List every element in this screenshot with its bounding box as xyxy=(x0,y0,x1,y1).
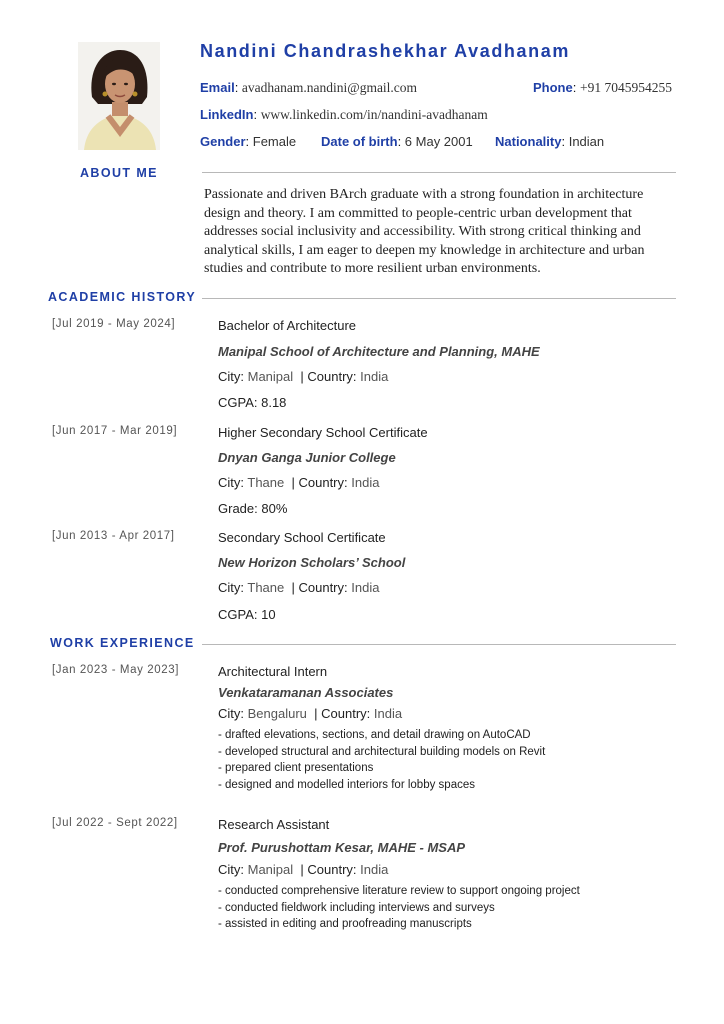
work-location: City: Bengaluru | Country: India xyxy=(218,706,403,721)
email-label: Email xyxy=(200,80,235,95)
email-value[interactable]: avadhanam.nandini@gmail.com xyxy=(241,80,418,95)
about-rule xyxy=(202,172,676,173)
phone-line: Phone: +91 7045954255 xyxy=(533,80,672,95)
city-label: City: xyxy=(218,369,244,384)
academic-location: City: Thane | Country: India xyxy=(218,475,380,490)
work-bullet: - developed structural and architectural building models on Revit xyxy=(218,745,546,758)
country-value: India xyxy=(351,580,380,595)
work-heading: WORK EXPERIENCE xyxy=(50,636,195,650)
work-role: Research Assistant xyxy=(218,817,330,832)
academic-date: [Jul 2019 - May 2024] xyxy=(52,318,176,330)
work-date: [Jan 2023 - May 2023] xyxy=(52,664,180,676)
dob-line: Date of birth: 6 May 2001 xyxy=(321,134,473,149)
about-heading: ABOUT ME xyxy=(80,166,158,180)
email-line: Email: avadhanam.nandini@gmail.com xyxy=(200,80,418,95)
country-value: India xyxy=(351,475,380,490)
academic-institution: Manipal School of Architecture and Planning, MAHE xyxy=(218,344,540,359)
academic-heading: ACADEMIC HISTORY xyxy=(48,290,197,304)
work-bullet: - designed and modelled interiors for lobby spaces xyxy=(218,778,475,791)
gender-label: Gender xyxy=(200,134,246,149)
nationality-label: Nationality xyxy=(495,134,562,149)
dob-value: 6 May 2001 xyxy=(404,134,473,149)
city-value: Thane xyxy=(247,580,285,595)
academic-degree: Higher Secondary School Certificate xyxy=(218,425,428,440)
work-rule xyxy=(202,644,676,645)
academic-degree: Secondary School Certificate xyxy=(218,530,386,545)
country-value: India xyxy=(360,369,389,384)
country-label: Country: xyxy=(298,475,348,490)
academic-location: City: Manipal | Country: India xyxy=(218,369,389,384)
gender-value: Female xyxy=(252,134,297,149)
phone-label: Phone xyxy=(533,80,573,95)
city-label: City: xyxy=(218,475,244,490)
profile-photo-image xyxy=(78,42,160,150)
academic-location: City: Thane | Country: India xyxy=(218,580,380,595)
academic-rule xyxy=(202,298,676,299)
academic-grade: CGPA: 10 xyxy=(218,607,276,622)
country-label: Country: xyxy=(307,862,357,877)
work-company: Venkataramanan Associates xyxy=(218,685,394,700)
city-value: Thane xyxy=(247,475,285,490)
nationality-value: Indian xyxy=(568,134,605,149)
linkedin-line: LinkedIn: www.linkedin.com/in/nandini-avadhanam xyxy=(200,107,488,122)
city-value: Manipal xyxy=(247,369,294,384)
country-label: Country: xyxy=(321,706,371,721)
city-label: City: xyxy=(218,706,244,721)
linkedin-value[interactable]: www.linkedin.com/in/nandini-avadhanam xyxy=(260,107,488,122)
work-bullet: - drafted elevations, sections, and detail drawing on AutoCAD xyxy=(218,729,531,741)
nationality-line: Nationality: Indian xyxy=(495,134,605,149)
country-label: Country: xyxy=(298,580,348,595)
academic-degree: Bachelor of Architecture xyxy=(218,318,357,333)
phone-value[interactable]: +91 7045954255 xyxy=(579,80,672,95)
work-date: [Jul 2022 - Sept 2022] xyxy=(52,817,178,829)
academic-grade: Grade: 80% xyxy=(218,501,288,516)
country-value: India xyxy=(360,862,389,877)
work-role: Architectural Intern xyxy=(218,664,328,679)
profile-photo xyxy=(78,42,160,150)
work-bullet: - conducted comprehensive literature review to support ongoing project xyxy=(218,885,580,897)
academic-institution: New Horizon Scholars’ School xyxy=(218,555,406,570)
academic-institution: Dnyan Ganga Junior College xyxy=(218,450,396,465)
city-value: Bengaluru xyxy=(247,706,307,721)
work-bullet: - prepared client presentations xyxy=(218,762,374,774)
work-company: Prof. Purushottam Kesar, MAHE - MSAP xyxy=(218,840,466,855)
work-bullet: - assisted in editing and proofreading manuscripts xyxy=(218,918,472,930)
dob-label: Date of birth xyxy=(321,134,398,149)
candidate-name: Nandini Chandrashekhar Avadhanam xyxy=(200,41,570,61)
city-label: City: xyxy=(218,580,244,595)
academic-grade: CGPA: 8.18 xyxy=(218,395,287,410)
academic-date: [Jun 2017 - Mar 2019] xyxy=(52,425,178,437)
linkedin-label: LinkedIn xyxy=(200,107,254,122)
country-label: Country: xyxy=(307,369,357,384)
about-text: Passionate and driven BArch graduate with a strong foundation in architecture design and theory. I am committed to people-centric urban development that addresses social inclusivity and accessibility. With strong critical thinking and analytical skills, I am eager to deepen my knowledge in architecture and urban studies and contribute to more resilient urban environments. xyxy=(204,187,645,276)
city-value: Manipal xyxy=(247,862,294,877)
work-bullets xyxy=(218,883,580,933)
academic-date: [Jun 2013 - Apr 2017] xyxy=(52,530,175,542)
work-bullets xyxy=(218,727,545,793)
country-value: India xyxy=(373,706,403,721)
gender-line: Gender: Female xyxy=(200,134,297,149)
work-location: City: Manipal | Country: India xyxy=(218,862,389,877)
work-bullet: - conducted fieldwork including interviews and surveys xyxy=(218,901,495,914)
city-label: City: xyxy=(218,862,244,877)
